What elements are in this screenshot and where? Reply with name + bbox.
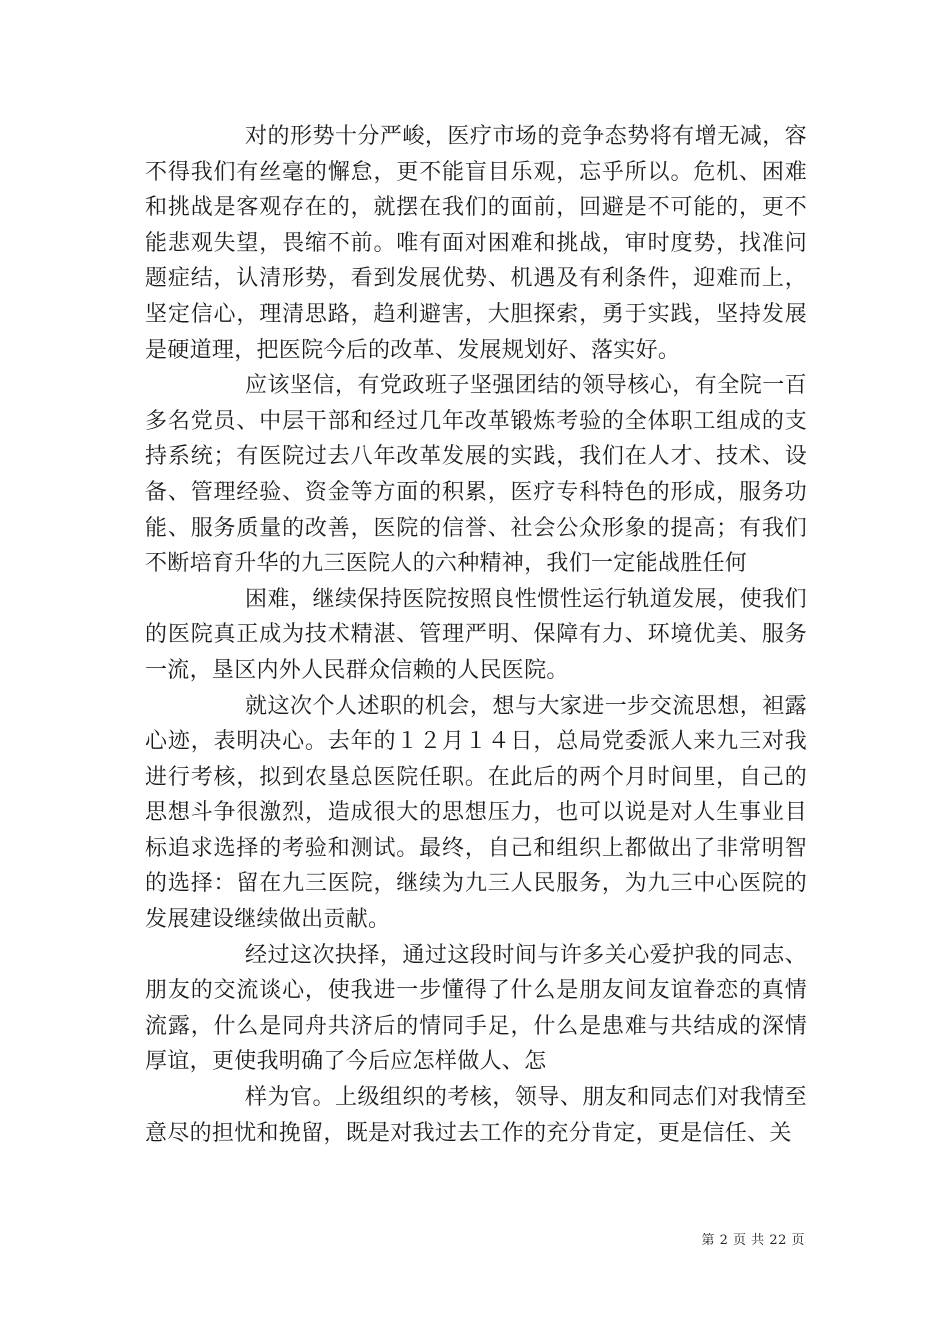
page-number-footer: 第 2 页 共 22 页 [701,1233,805,1248]
paragraph-5: 经过这次抉择，通过这段时间与许多关心爱护我的同志、朋友的交流谈心，使我进一步懂得了什么是朋友间友谊眷恋的真情流露，什么是同舟共济后的情同手足，什么是患难与共结成的深情厚谊，更使我明确了今后应怎样做人、怎 [145,942,807,1075]
paragraph-3: 困难，继续保持医院按照良性惯性运行轨道发展，使我们的医院真正成为技术精湛、管理严明、保障有力、环境优美、服务一流，垦区内外人民群众信赖的人民医院。 [145,586,807,683]
paragraph-1: 对的形势十分严峻，医疗市场的竞争态势将有增无减，容不得我们有丝毫的懈怠，更不能盲目乐观，忘乎所以。危机、困难和挑战是客观存在的，就摆在我们的面前，回避是不可能的，更不能悲观失望，畏缩不前。唯有面对困难和挑战，审时度势，找准问题症结，认清形势，看到发展优势、机遇及有利条件，迎难而上，坚定信心，理清思路，趋利避害，大胆探索，勇于实践，坚持发展是硬道理，把医院今后的改革、发展规划好、落实好。 [145,124,807,363]
paragraph-4: 就这次个人述职的机会，想与大家进一步交流思想，袒露心迹，表明决心。去年的１２月１４日，总局党委派人来九三对我进行考核，拟到农垦总医院任职。在此后的两个月时间里，自己的思想斗争很激烈，造成很大的思想压力，也可以说是对人生事业目标追求选择的考验和测试。最终，自己和组织上都做出了非常明智的选择：留在九三医院，继续为九三人民服务，为九三中心医院的发展建设继续做出贡献。 [145,693,807,933]
paragraph-6: 样为官。上级组织的考核，领导、朋友和同志们对我情至意尽的担忧和挽留，既是对我过去工作的充分肯定，更是信任、关 [145,1085,807,1146]
document-body [145,119,807,1151]
paragraph-2: 应该坚信，有党政班子坚强团结的领导核心，有全院一百多名党员、中层干部和经过几年改革锻炼考验的全体职工组成的支持系统；有医院过去八年改革发展的实践，我们在人才、技术、设备、管理经验、资金等方面的积累，医疗专科特色的形成，服务功能、服务质量的改善，医院的信誉、社会公众形象的提高；有我们不断培育升华的九三医院人的六种精神，我们一定能战胜任何 [145,373,807,577]
